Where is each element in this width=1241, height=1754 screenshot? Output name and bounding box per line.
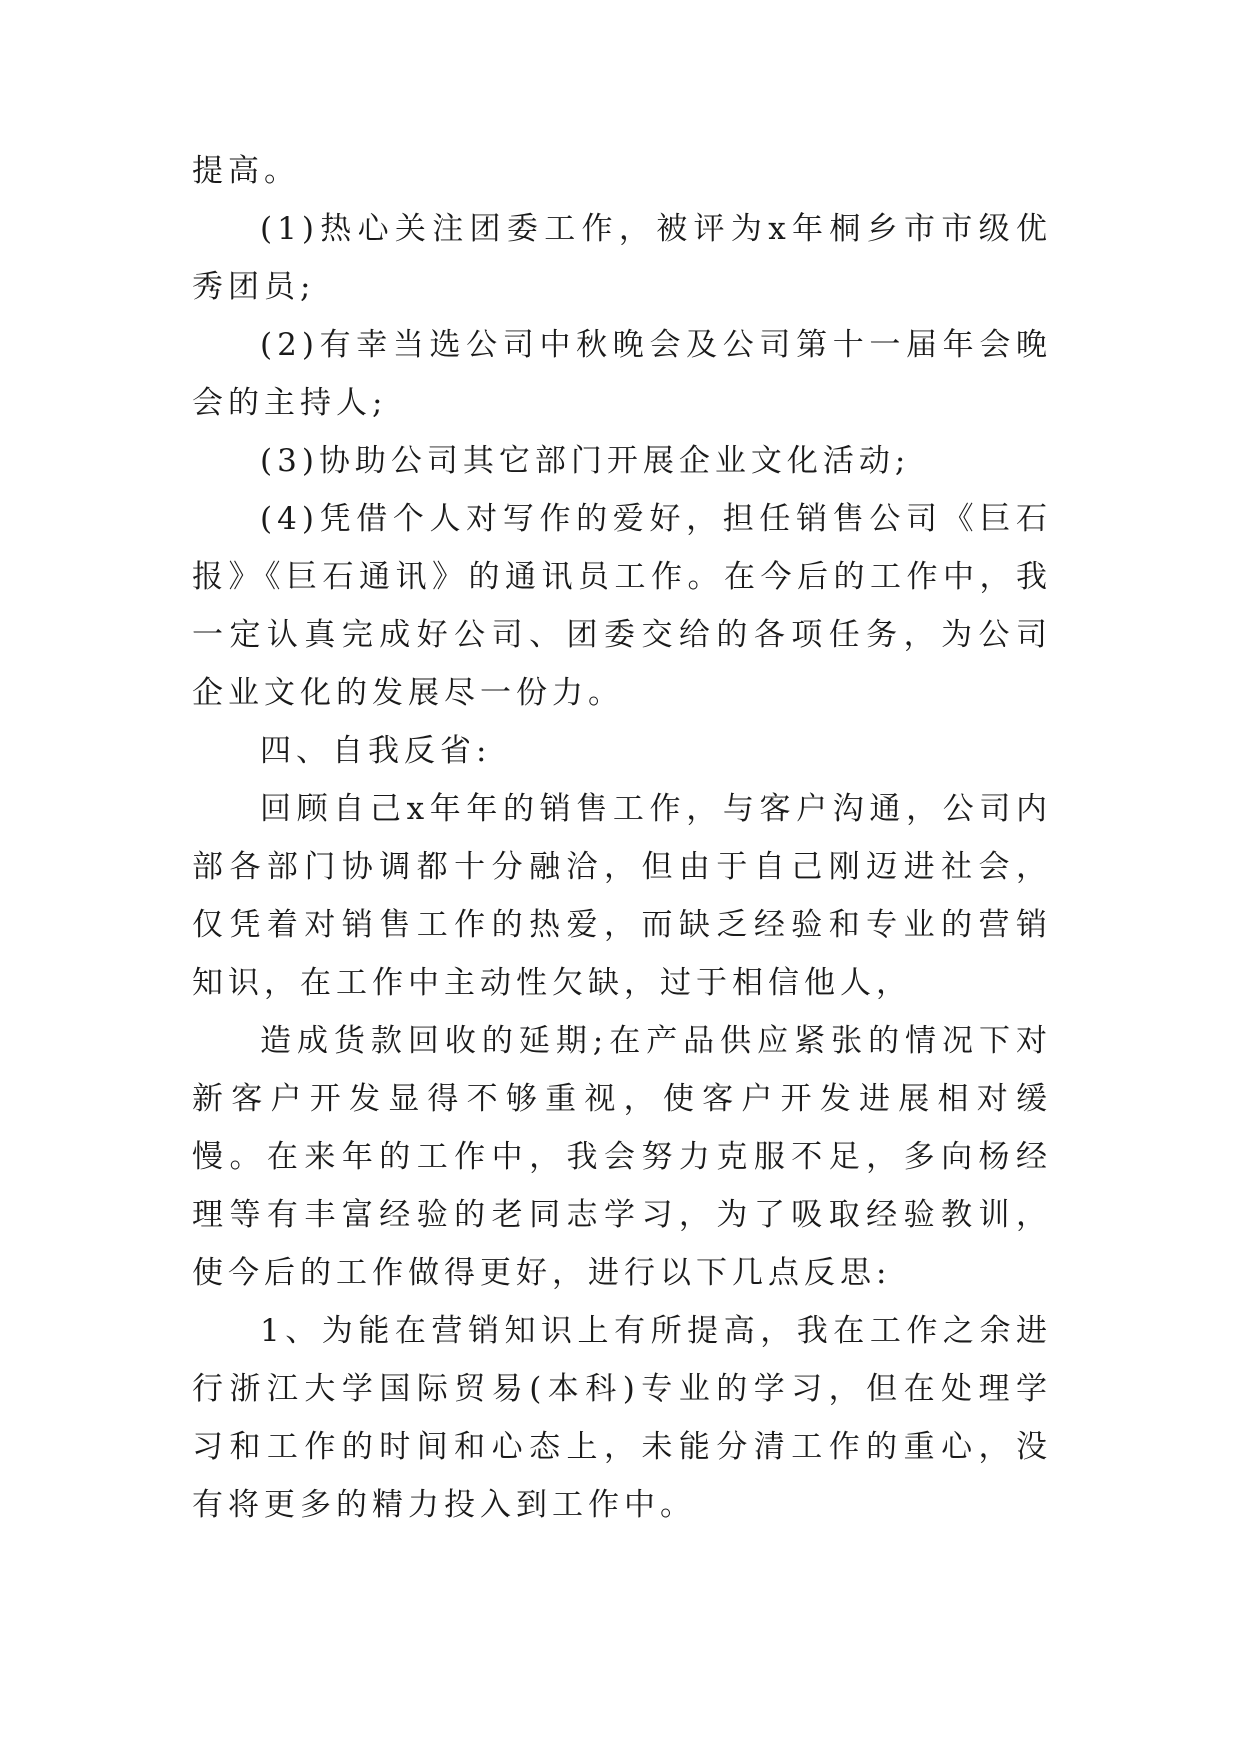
section-heading: 四、自我反省: [260,733,492,769]
paragraph-item-1: (1)热心关注团委工作，被评为x年桐乡市市级优秀团员; [192,211,1052,305]
paragraph-continuation: 提高。 [192,153,300,189]
paragraph-point-1: 1、为能在营销知识上有所提高，我在工作之余进行浙江大学国际贸易(本科)专业的学习，但在处理学习和工作的时间和心态上，未能分清工作的重心，没有将更多的精力投入到工作中。 [192,1313,1052,1523]
paragraph-review: 回顾自己x年年的销售工作，与客户沟通，公司内部各部门协调都十分融洽，但由于自己刚迈进社会，仅凭着对销售工作的热爱，而缺乏经验和专业的营销知识，在工作中主动性欠缺，过于相信他人， [192,791,1052,1001]
paragraph-item-2: (2)有幸当选公司中秋晚会及公司第十一届年会晚会的主持人; [192,327,1052,421]
paragraph-item-4: (4)凭借个人对写作的爱好，担任销售公司《巨石报》《巨石通讯》的通讯员工作。在今后的工作中，我一定认真完成好公司、团委交给的各项任务，为公司企业文化的发展尽一份力。 [192,501,1052,711]
document-page [192,142,1052,1534]
paragraph-item-3: (3)协助公司其它部门开展企业文化活动; [260,443,911,479]
paragraph-reflection: 造成货款回收的延期;在产品供应紧张的情况下对新客户开发显得不够重视，使客户开发进展相对缓慢。在来年的工作中，我会努力克服不足，多向杨经理等有丰富经验的老同志学习，为了吸取经验教训，使今后的工作做得更好，进行以下几点反思: [192,1023,1052,1291]
